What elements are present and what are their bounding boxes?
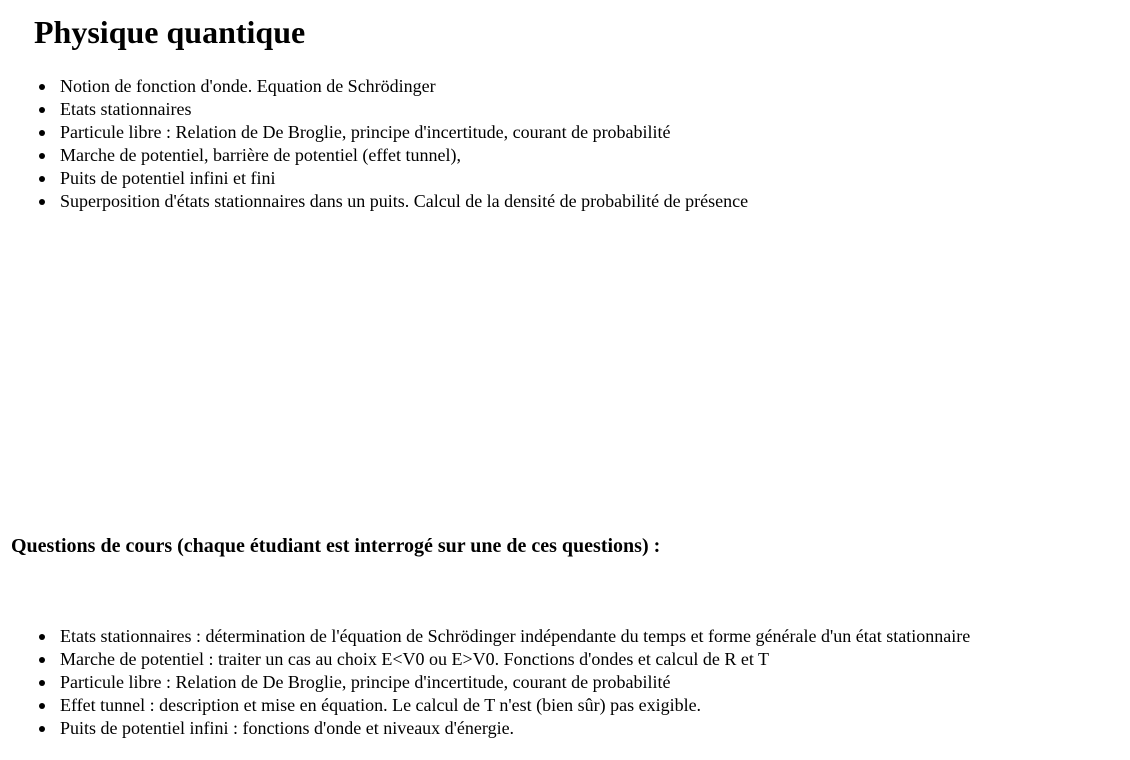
list-item <box>60 98 748 121</box>
list-item <box>60 648 970 671</box>
list-item <box>60 625 970 648</box>
list-item-text: Marche de potentiel, barrière de potentiel (effet tunnel), <box>60 145 461 165</box>
questions-list <box>60 625 970 740</box>
list-item-text: Notion de fonction d'onde. Equation de Schrödinger <box>60 76 436 96</box>
bullet-icon <box>39 657 45 663</box>
page-title: Physique quantique <box>34 14 306 50</box>
list-item-text: Superposition d'états stationnaires dans un puits. Calcul de la densité de probabilité de présence <box>60 191 749 211</box>
list-item-text: Effet tunnel : description et mise en équation. Le calcul de T n'est (bien sûr) pas exigible. <box>60 695 702 715</box>
bullet-icon <box>39 84 45 90</box>
list-item <box>60 75 748 98</box>
list-item-text: Particule libre : Relation de De Broglie, principe d'incertitude, courant de probabilité <box>60 122 671 142</box>
list-item <box>60 121 748 144</box>
list-item-text: Etats stationnaires <box>60 99 192 119</box>
list-item-text: Puits de potentiel infini et fini <box>60 168 276 188</box>
bullet-icon <box>39 703 45 709</box>
list-item <box>60 717 970 740</box>
bullet-icon <box>39 153 45 159</box>
list-item-text: Etats stationnaires : détermination de l'équation de Schrödinger indépendante du temps et forme générale d'un état stationnaire <box>60 626 971 646</box>
bullet-icon <box>39 107 45 113</box>
questions-heading: Questions de cours (chaque étudiant est interrogé sur une de ces questions) : <box>11 535 661 557</box>
list-item <box>60 167 748 190</box>
bullet-icon <box>39 130 45 136</box>
bullet-icon <box>39 199 45 205</box>
list-item-text: Marche de potentiel : traiter un cas au choix E<V0 ou E>V0. Fonctions d'ondes et calcul de R et T <box>60 649 770 669</box>
list-item <box>60 671 970 694</box>
bullet-icon <box>39 680 45 686</box>
topics-list <box>60 75 748 213</box>
list-item <box>60 694 970 717</box>
bullet-icon <box>39 634 45 640</box>
list-item-text: Particule libre : Relation de De Broglie, principe d'incertitude, courant de probabilité <box>60 672 671 692</box>
list-item <box>60 190 748 213</box>
list-item <box>60 144 748 167</box>
bullet-icon <box>39 176 45 182</box>
bullet-icon <box>39 726 45 732</box>
list-item-text: Puits de potentiel infini : fonctions d'onde et niveaux d'énergie. <box>60 718 515 738</box>
